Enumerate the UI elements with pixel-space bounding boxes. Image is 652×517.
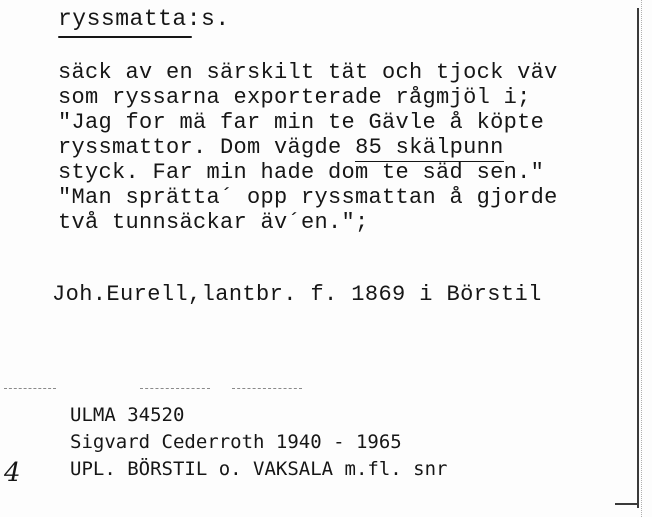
underlined-weight: 85 skälpunn [355,135,504,160]
quote-line-5: två tunnsäckar äv´en."; [58,210,369,235]
definition-line-1: säck av en särskilt tät och tjock väv [58,60,558,85]
handwritten-number: 4 [4,458,21,488]
archive-block [70,402,448,483]
headword: ryssmatta:s. [58,6,230,32]
quote-line-3: styck. Far min hade dom te säd sen." [58,160,545,185]
card-right-edge [637,8,639,508]
headword-underline [58,36,192,38]
archive-number: ULMA 34520 [70,404,185,426]
card-corner-mark [615,503,639,505]
collector-line: Sigvard Cederroth 1940 - 1965 [70,431,402,453]
informant-line: Joh.Eurell,lantbr. f. 1869 i Börstil [52,282,542,307]
quote-line-4: "Man sprätta´ opp ryssmattan å gjorde [58,185,558,210]
scan-edge [641,0,643,517]
quote-line-1: "Jag for mä far min te Gävle å köpte [58,110,545,135]
definition-text [58,60,558,235]
quote-line-2 [58,135,558,160]
quote-line-2-text: ryssmattor. Dom vägde [58,135,356,160]
separator-rule-left [4,388,56,389]
definition-line-2: som ryssarna exporterade rågmjöl i; [58,85,531,110]
separator-rule-mid [140,388,210,389]
separator-rule-right [232,388,302,389]
parish-line: UPL. BÖRSTIL o. VAKSALA m.fl. snr [70,458,448,480]
